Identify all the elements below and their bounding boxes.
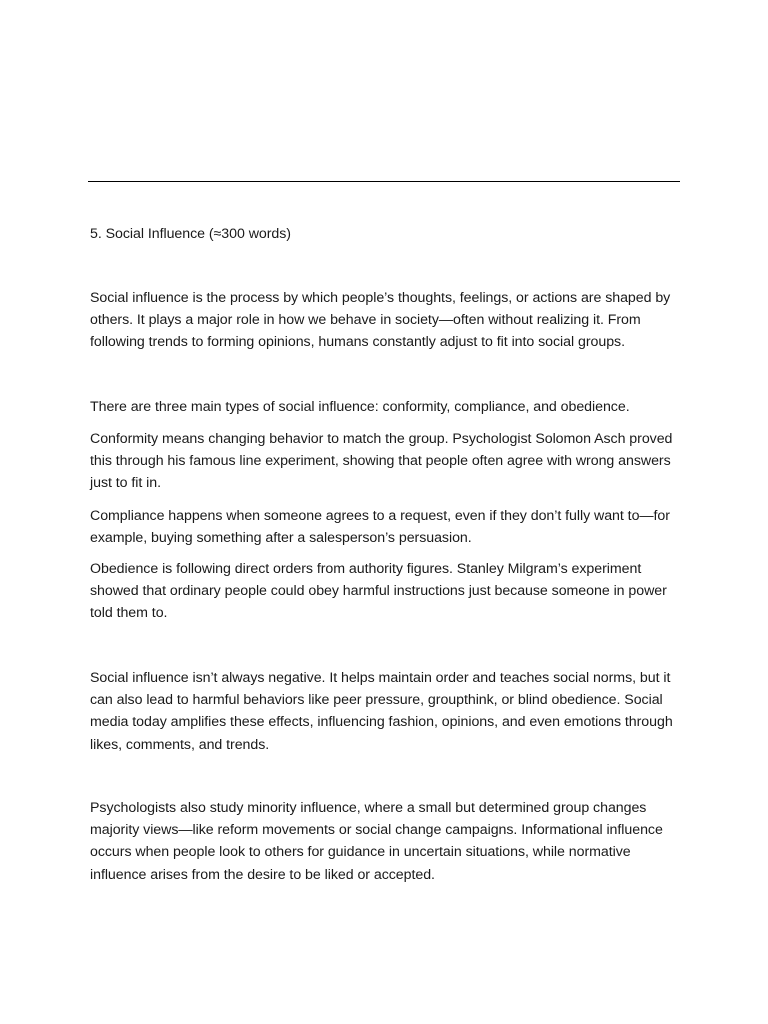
paragraph-minority-influence: Psychologists also study minority influence, where a small but determined group changes majority views—like reform movements or social change campaigns. Informational influence occurs when people look to others for guidance in uncertain situations, while normative influence arises from the desire to be liked or accepted. [90,800,663,883]
paragraph-intro: Social influence is the process by which people’s thoughts, feelings, or actions are shaped by others. It plays a major role in how we behave in society—often without realizing it. From following trends to forming opinions, humans constantly adjust to fit into social groups. [90,290,671,351]
paragraph-obedience: Obedience is following direct orders from authority figures. Stanley Milgram’s experiment showed that ordinary people could obey harmful instructions just because someone in power told them to. [90,561,667,622]
paragraph-types: There are three main types of social influence: conformity, compliance, and obedience. [90,399,630,415]
section-heading: 5. Social Influence (≈300 words) [90,226,291,242]
paragraph-compliance: Compliance happens when someone agrees to a request, even if they don’t fully want to—for example, buying something after a salesperson’s persuasion. [90,508,670,547]
paragraph-conformity: Conformity means changing behavior to match the group. Psychologist Solomon Asch proved this through his famous line experiment, showing that people often agree with wrong answers just to fit in. [90,431,673,492]
horizontal-rule [88,181,680,182]
paragraph-effects: Social influence isn’t always negative. It helps maintain order and teaches social norms, but it can also lead to harmful behaviors like peer pressure, groupthink, or blind obedience. Social media today amplifies these effects, influencing fashion, opinions, and even emotions through likes, comments, and trends. [90,670,673,753]
